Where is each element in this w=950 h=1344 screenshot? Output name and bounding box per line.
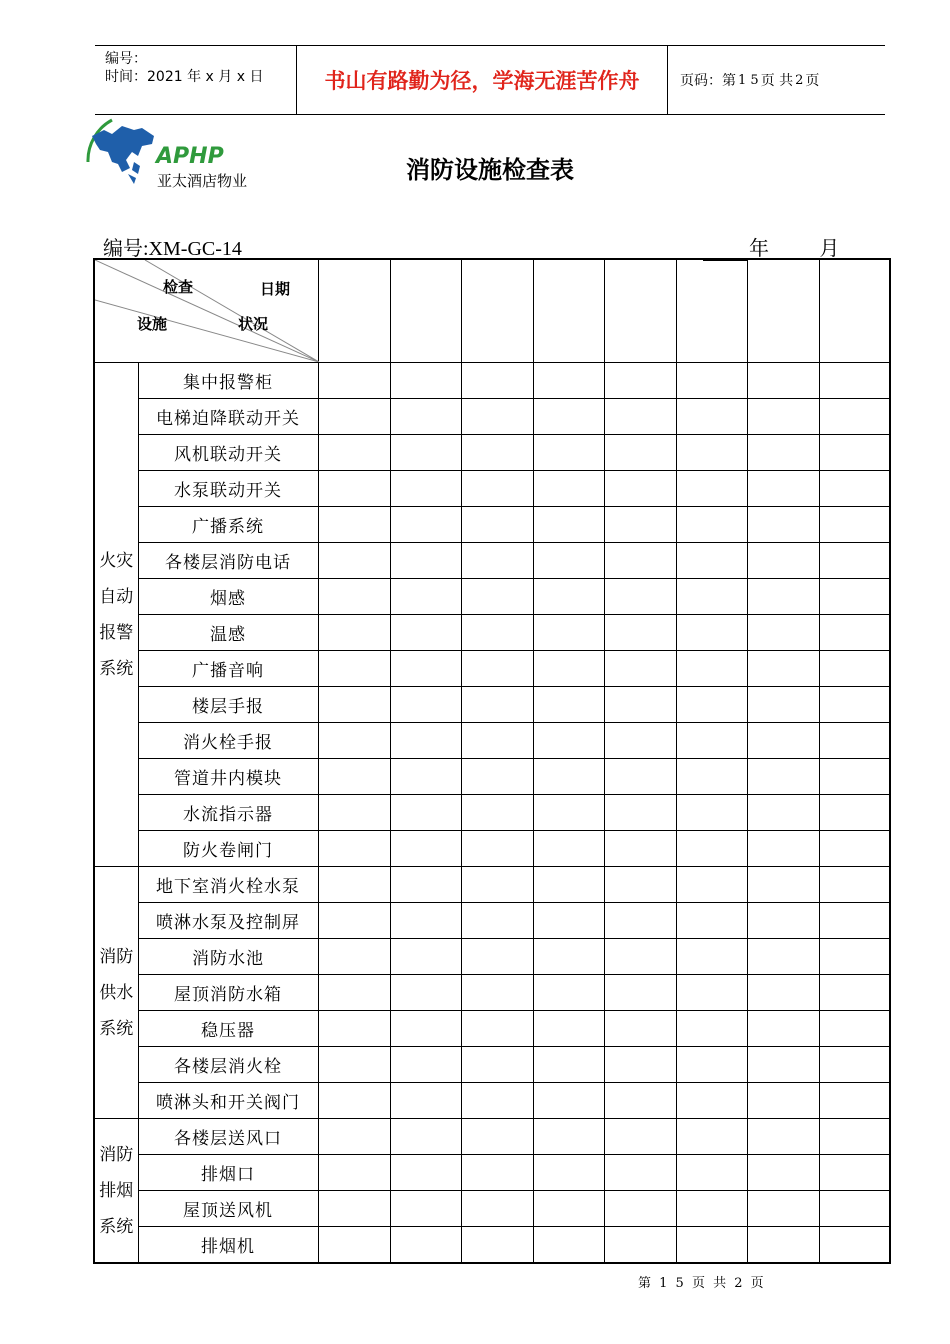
facility-item: 各楼层消火栓 [138,1047,318,1083]
check-cell[interactable] [747,1011,819,1047]
check-cell[interactable] [461,651,533,687]
check-cell[interactable] [461,579,533,615]
page-prefix: 页码：第 [680,73,736,89]
category-cell: 火灾 自动 报警 系统 [94,363,138,867]
check-cell[interactable] [318,1047,390,1083]
check-cell[interactable] [747,831,819,867]
page-suffix: 页 [805,73,820,89]
check-cell[interactable] [461,399,533,435]
check-cell[interactable] [676,1119,747,1155]
check-cell[interactable] [390,975,461,1011]
check-cell[interactable] [819,543,890,579]
check-cell[interactable] [604,1227,676,1264]
check-cell[interactable] [747,435,819,471]
check-cell[interactable] [747,1191,819,1227]
check-cell[interactable] [747,867,819,903]
check-cell[interactable] [461,1119,533,1155]
check-cell[interactable] [390,1155,461,1191]
check-cell[interactable] [390,399,461,435]
check-cell[interactable] [819,759,890,795]
check-cell[interactable] [461,1155,533,1191]
check-cell[interactable] [819,1155,890,1191]
check-cell[interactable] [461,1083,533,1119]
check-cell[interactable] [676,759,747,795]
table-row [94,399,890,435]
check-cell[interactable] [676,363,747,399]
check-cell[interactable] [604,471,676,507]
check-cell[interactable] [819,615,890,651]
check-cell[interactable] [747,1083,819,1119]
check-cell[interactable] [533,435,604,471]
check-cell[interactable] [819,651,890,687]
check-cell[interactable] [533,399,604,435]
table-row [94,1083,890,1119]
table-row [94,615,890,651]
check-cell[interactable] [318,867,390,903]
check-cell[interactable] [604,759,676,795]
header-motto: 书山有路勤为径，学海无涯苦作舟 [324,69,640,93]
check-cell[interactable] [390,1227,461,1264]
check-cell[interactable] [604,795,676,831]
check-cell[interactable] [604,543,676,579]
check-cell[interactable] [533,615,604,651]
corner-facility: 设施 [137,315,168,333]
check-cell[interactable] [604,507,676,543]
check-cell[interactable] [318,687,390,723]
check-cell[interactable] [604,867,676,903]
check-cell[interactable] [747,651,819,687]
date-header-cell[interactable] [533,259,604,363]
check-cell[interactable] [604,1191,676,1227]
facility-item: 水流指示器 [138,795,318,831]
check-cell[interactable] [819,579,890,615]
check-cell[interactable] [390,759,461,795]
check-cell[interactable] [461,1047,533,1083]
logo-brand: APHP [156,144,224,169]
check-cell[interactable] [533,1191,604,1227]
check-cell[interactable] [819,1227,890,1264]
check-cell[interactable] [390,615,461,651]
date-header-cell[interactable] [461,259,533,363]
facility-item: 风机联动开关 [138,435,318,471]
check-cell[interactable] [676,1155,747,1191]
corner-status: 状况 [238,315,269,333]
check-cell[interactable] [819,1191,890,1227]
check-cell[interactable] [747,939,819,975]
check-cell[interactable] [461,867,533,903]
check-cell[interactable] [533,543,604,579]
check-cell[interactable] [390,471,461,507]
facility-item: 广播音响 [138,651,318,687]
check-cell[interactable] [676,939,747,975]
header-code-label: 编号： [105,51,147,67]
date-header-cell[interactable] [604,259,676,363]
check-cell[interactable] [318,399,390,435]
check-cell[interactable] [747,759,819,795]
check-cell[interactable] [676,651,747,687]
check-cell[interactable] [461,435,533,471]
header-meta [105,50,263,86]
check-cell[interactable] [461,687,533,723]
facility-item: 地下室消火栓水泵 [138,867,318,903]
date-header-cell[interactable] [390,259,461,363]
facility-item: 消防水池 [138,939,318,975]
page-header [95,45,885,115]
check-cell[interactable] [533,507,604,543]
date-header-cell[interactable] [318,259,390,363]
check-cell[interactable] [390,939,461,975]
diagonal-header-cell [94,259,318,363]
check-cell[interactable] [533,903,604,939]
check-cell[interactable] [819,435,890,471]
check-cell[interactable] [533,363,604,399]
check-cell[interactable] [390,723,461,759]
check-cell[interactable] [533,939,604,975]
check-cell[interactable] [819,723,890,759]
check-cell[interactable] [533,687,604,723]
corner-date: 日期 [260,280,291,298]
facility-item: 各楼层送风口 [138,1119,318,1155]
check-cell[interactable] [819,939,890,975]
check-cell[interactable] [676,471,747,507]
table-row [94,723,890,759]
check-cell[interactable] [390,543,461,579]
table-row [94,903,890,939]
facility-item: 温感 [138,615,318,651]
page-mid: 页 共 [760,73,794,89]
check-cell[interactable] [604,1119,676,1155]
check-cell[interactable] [747,363,819,399]
check-cell[interactable] [390,507,461,543]
table-row [94,507,890,543]
check-cell[interactable] [390,795,461,831]
check-cell[interactable] [533,651,604,687]
table-row [94,1047,890,1083]
page-total: 2 [795,72,804,88]
check-cell[interactable] [461,507,533,543]
check-cell[interactable] [318,1083,390,1119]
date-header-cell[interactable] [819,259,890,363]
check-cell[interactable] [461,1227,533,1264]
facility-item: 防火卷闸门 [138,831,318,867]
check-cell[interactable] [676,579,747,615]
check-cell[interactable] [533,759,604,795]
table-row [94,1011,890,1047]
facility-item: 水泵联动开关 [138,471,318,507]
table-header-row [94,259,890,363]
check-cell[interactable] [390,687,461,723]
check-cell[interactable] [676,399,747,435]
check-cell[interactable] [676,507,747,543]
check-cell[interactable] [318,579,390,615]
table-row [94,435,890,471]
table-row [94,1119,890,1155]
check-cell[interactable] [819,795,890,831]
check-cell[interactable] [461,759,533,795]
table-row [94,363,890,399]
check-cell[interactable] [461,903,533,939]
check-cell[interactable] [533,723,604,759]
check-cell[interactable] [604,615,676,651]
check-cell[interactable] [390,579,461,615]
check-cell[interactable] [533,795,604,831]
check-cell[interactable] [819,1083,890,1119]
check-cell[interactable] [747,975,819,1011]
check-cell[interactable] [747,687,819,723]
check-cell[interactable] [318,723,390,759]
check-cell[interactable] [318,507,390,543]
check-cell[interactable] [604,1047,676,1083]
check-cell[interactable] [747,615,819,651]
check-cell[interactable] [318,1227,390,1264]
table-row [94,471,890,507]
check-cell[interactable] [747,399,819,435]
table-row [94,1227,890,1264]
check-cell[interactable] [747,1227,819,1264]
check-cell[interactable] [318,615,390,651]
check-cell[interactable] [533,579,604,615]
check-cell[interactable] [819,975,890,1011]
check-cell[interactable] [533,1083,604,1119]
table-row [94,579,890,615]
check-cell[interactable] [819,1119,890,1155]
category-cell: 消防 排烟 系统 [94,1119,138,1264]
check-cell[interactable] [676,795,747,831]
check-cell[interactable] [747,543,819,579]
check-cell[interactable] [390,1011,461,1047]
table-row [94,939,890,975]
facility-item: 喷淋水泵及控制屏 [138,903,318,939]
table-row [94,759,890,795]
check-cell[interactable] [461,723,533,759]
check-cell[interactable] [676,831,747,867]
check-cell[interactable] [819,1011,890,1047]
check-cell[interactable] [318,651,390,687]
check-cell[interactable] [747,723,819,759]
diagonal-lines [95,260,319,362]
facility-item: 排烟口 [138,1155,318,1191]
facility-item: 集中报警柜 [138,363,318,399]
check-cell[interactable] [676,975,747,1011]
check-cell[interactable] [604,975,676,1011]
date-header-cell[interactable] [676,259,747,363]
check-cell[interactable] [390,903,461,939]
check-cell[interactable] [604,363,676,399]
check-cell[interactable] [747,1047,819,1083]
table-row [94,651,890,687]
table-row [94,831,890,867]
check-cell[interactable] [390,867,461,903]
check-cell[interactable] [676,1011,747,1047]
check-cell[interactable] [747,1119,819,1155]
facility-item: 屋顶消防水箱 [138,975,318,1011]
check-cell[interactable] [604,435,676,471]
table-row [94,687,890,723]
check-cell[interactable] [533,1155,604,1191]
header-page-info [680,46,819,114]
check-cell[interactable] [533,1047,604,1083]
check-cell[interactable] [604,399,676,435]
check-cell[interactable] [819,903,890,939]
check-cell[interactable] [390,1083,461,1119]
check-cell[interactable] [533,1119,604,1155]
check-cell[interactable] [819,363,890,399]
check-cell[interactable] [318,975,390,1011]
check-cell[interactable] [318,435,390,471]
check-cell[interactable] [533,1011,604,1047]
facility-item: 屋顶送风机 [138,1191,318,1227]
header-time: 时间：2021 年 x 月 x 日 [105,69,264,85]
check-cell[interactable] [819,1047,890,1083]
inspection-table [93,258,891,1264]
page-number: 1 5 [738,72,759,88]
table-row [94,975,890,1011]
check-cell[interactable] [461,615,533,651]
check-cell[interactable] [747,507,819,543]
date-header-cell[interactable] [747,259,819,363]
header-divider [667,46,668,114]
check-cell[interactable] [676,1191,747,1227]
check-cell[interactable] [604,903,676,939]
check-cell[interactable] [533,1227,604,1264]
check-cell[interactable] [819,867,890,903]
facility-item: 电梯迫降联动开关 [138,399,318,435]
facility-item: 喷淋头和开关阀门 [138,1083,318,1119]
date-field [703,232,839,261]
check-cell[interactable] [533,975,604,1011]
facility-item: 广播系统 [138,507,318,543]
check-cell[interactable] [676,615,747,651]
check-cell[interactable] [604,723,676,759]
year-label: 年 [749,236,769,260]
category-cell: 消防 供水 系统 [94,867,138,1119]
check-cell[interactable] [747,903,819,939]
document-title: 消防设施检查表 [406,156,574,184]
check-cell[interactable] [747,579,819,615]
check-cell[interactable] [533,471,604,507]
check-cell[interactable] [819,507,890,543]
check-cell[interactable] [318,363,390,399]
check-cell[interactable] [676,1083,747,1119]
check-cell[interactable] [747,795,819,831]
check-cell[interactable] [604,1155,676,1191]
facility-item: 排烟机 [138,1227,318,1264]
check-cell[interactable] [461,471,533,507]
check-cell[interactable] [390,1047,461,1083]
check-cell[interactable] [604,579,676,615]
check-cell[interactable] [676,723,747,759]
check-cell[interactable] [819,831,890,867]
check-cell[interactable] [819,687,890,723]
check-cell[interactable] [676,1047,747,1083]
check-cell[interactable] [461,939,533,975]
check-cell[interactable] [676,687,747,723]
check-cell[interactable] [318,543,390,579]
facility-item: 管道井内模块 [138,759,318,795]
check-cell[interactable] [318,903,390,939]
check-cell[interactable] [390,651,461,687]
check-cell[interactable] [390,435,461,471]
check-cell[interactable] [747,471,819,507]
facility-item: 楼层手报 [138,687,318,723]
check-cell[interactable] [461,363,533,399]
check-cell[interactable] [461,1011,533,1047]
check-cell[interactable] [604,1083,676,1119]
check-cell[interactable] [461,795,533,831]
check-cell[interactable] [676,1227,747,1264]
check-cell[interactable] [676,435,747,471]
check-cell[interactable] [604,687,676,723]
check-cell[interactable] [604,939,676,975]
facility-item: 稳压器 [138,1011,318,1047]
table-row [94,1191,890,1227]
check-cell[interactable] [819,471,890,507]
check-cell[interactable] [318,471,390,507]
check-cell[interactable] [747,1155,819,1191]
check-cell[interactable] [604,1011,676,1047]
table-row [94,795,890,831]
check-cell[interactable] [390,1191,461,1227]
facility-item: 消火栓手报 [138,723,318,759]
check-cell[interactable] [676,543,747,579]
check-cell[interactable] [533,867,604,903]
check-cell[interactable] [318,831,390,867]
check-cell[interactable] [390,831,461,867]
check-cell[interactable] [461,543,533,579]
check-cell[interactable] [604,651,676,687]
check-cell[interactable] [318,1155,390,1191]
check-cell[interactable] [318,1119,390,1155]
check-cell[interactable] [318,1011,390,1047]
check-cell[interactable] [390,1119,461,1155]
check-cell[interactable] [461,975,533,1011]
check-cell[interactable] [318,1191,390,1227]
corner-check: 检查 [163,278,194,296]
facility-item: 各楼层消防电话 [138,543,318,579]
check-cell[interactable] [676,903,747,939]
company-name: 亚太酒店物业 [157,172,248,190]
page-footer: 第 1 5 页 共 2 页 [638,1276,766,1291]
check-cell[interactable] [318,795,390,831]
check-cell[interactable] [819,399,890,435]
check-cell[interactable] [318,939,390,975]
check-cell[interactable] [533,831,604,867]
check-cell[interactable] [461,831,533,867]
check-cell[interactable] [604,831,676,867]
table-row [94,1155,890,1191]
check-cell[interactable] [461,1191,533,1227]
table-row [94,543,890,579]
check-cell[interactable] [318,759,390,795]
check-cell[interactable] [390,363,461,399]
month-label: 月 [819,236,840,260]
check-cell[interactable] [676,867,747,903]
table-row [94,867,890,903]
facility-item: 烟感 [138,579,318,615]
form-code: 编号:XM-GC-14 [103,238,242,260]
